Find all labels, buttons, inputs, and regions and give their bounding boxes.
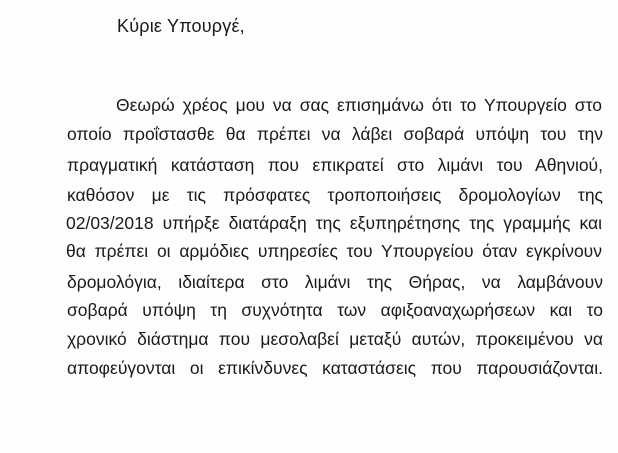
salutation: Κύριε Υπουργέ, [117, 16, 245, 36]
paragraph-line: Θεωρώ χρέος μου να σας επισημάνω ότι το Υπουργείο στο [116, 95, 602, 115]
paragraph-line: οποίο προΐστασθε θα πρέπει να λάβει σοβαρά υπόψη του την [67, 124, 603, 144]
paragraph-line: πραγματική κατάσταση που επικρατεί στο λιμάνι του Αθηνιού, [67, 155, 603, 175]
paragraph-line: χρονικό διάστημα που μεσολαβεί μεταξύ αυτών, προκειμένου να [67, 329, 603, 349]
paragraph-line: σοβαρά υπόψη τη συχνότητα των αφιξοαναχωρήσεων και το [67, 300, 603, 320]
paragraph-line: δρομολόγια, ιδιαίτερα στο λιμάνι της Θήρας, να λαμβάνουν [67, 272, 603, 292]
paragraph-line: 02/03/2018 υπήρξε διατάραξη της εξυπηρέτησης της γραμμής και [66, 213, 602, 233]
paragraph-line: καθόσον με τις πρόσφατες τροποποιήσεις δρομολογίων της [67, 185, 603, 205]
paragraph-line: αποφεύγονται οι επικίνδυνες καταστάσεις που παρουσιάζονται. [67, 358, 603, 378]
paragraph-line: θα πρέπει οι αρμόδιες υπηρεσίες του Υπουργείου όταν εγκρίνουν [66, 241, 602, 261]
